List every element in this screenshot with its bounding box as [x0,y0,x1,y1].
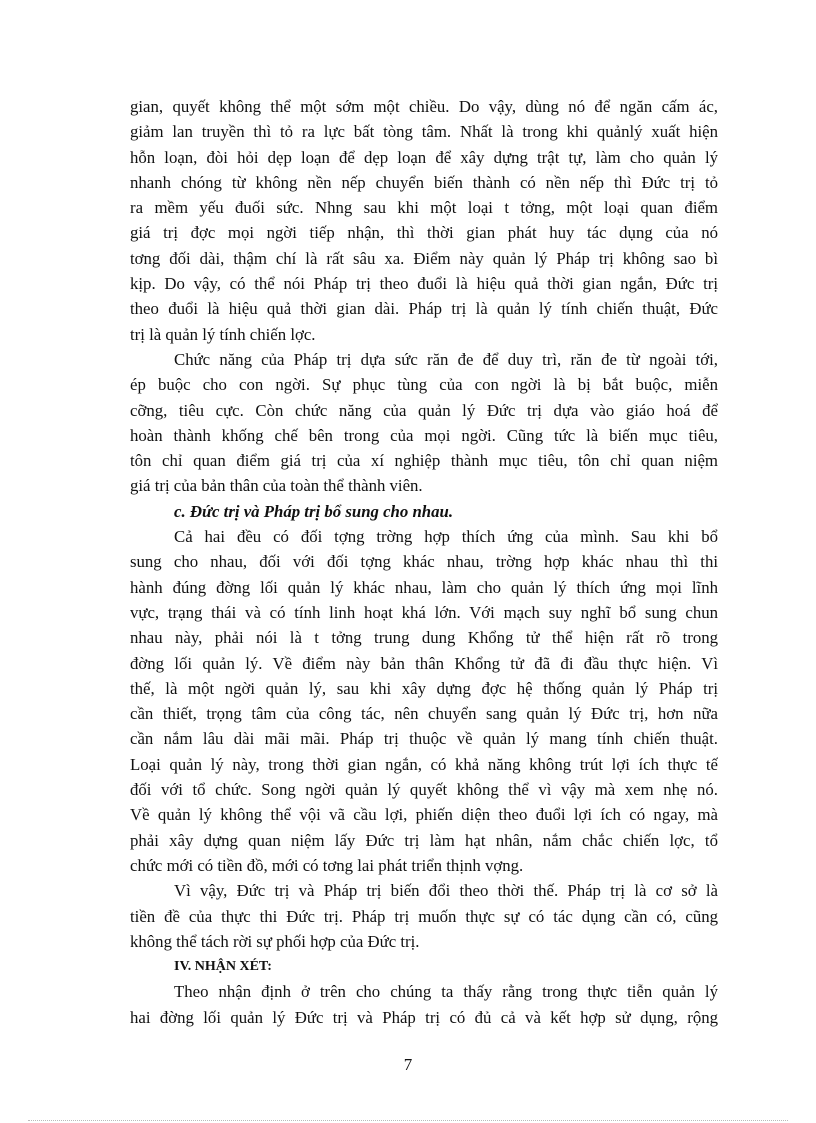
text-line: vực, trạng thái và có tính linh hoạt khá lớn. Với mạch suy nghĩ bổ sung chun [130,602,718,622]
text-line: theo đuổi là hiệu quả thời gian dài. Pháp trị là quản lý tính chiến thuật, Đức [130,299,718,319]
text-line: giá trị của bản thân của toàn thể thành viên. [130,476,423,496]
text-line: Về quản lý không thể vội vã cầu lợi, phiến diện theo đuổi lợi ích có ngay, mà [130,805,718,825]
text-line: cần thiết, trọng tâm của công tác, nên chuyển sang quản lý Đức trị, hơn nữa [130,704,718,724]
document-body [130,94,718,1030]
text-line: cần nắm lâu dài mãi mãi. Pháp trị thuộc về quản lý mang tính chiến thuật. [130,729,718,749]
text-line: Cả hai đều có đối tợng trờng hợp thích ứng của mình. Sau khi bổ [174,527,718,547]
text-line: ra mềm yếu đuối sức. Nhng sau khi một loại t tởng, một loại quan điểm [130,198,718,218]
text-line: Chức năng của Pháp trị dựa sức răn đe để duy trì, răn đe từ ngoài tới, [174,349,718,369]
text-line: tiền đề của thực thi Đức trị. Pháp trị muốn thực sự có tác dụng cần có, cũng [130,906,718,926]
text-line: hai đờng lối quản lý Đức trị và Pháp trị có đủ cả và kết hợp sử dụng, rộng [130,1007,718,1027]
text-line: sung cho nhau, đối với đối tợng khác nhau, trờng hợp khác nhau thì thi [130,552,718,572]
text-line: gian, quyết không thể một sớm một chiều. Do vậy, dùng nó để ngăn cấm ác, [130,97,718,116]
text-line: đờng lối quản lý. Về điểm này bản thân Khổng tử đã đi đầu thực hiện. Vì [130,653,718,673]
text-line: nhau này, phải nói là t tởng trung dung Khổng tử thể hiện rất rõ trong [130,628,718,648]
text-line: không thể tách rời sự phối hợp của Đức trị. [130,931,420,951]
text-line: Theo nhận định ở trên cho chúng ta thấy rằng trong thực tiễn quản lý [174,982,718,1002]
text-line: hành đúng đờng lối quản lý khác nhau, làm cho quản lý thích ứng mọi lĩnh [130,577,718,597]
page-number: 7 [403,1055,413,1074]
text-line: đối với tổ chức. Song ngời quản lý quyết không thể vì vậy mà xem nhẹ nó. [130,780,718,800]
text-line: Loại quản lý này, trong thời gian ngắn, có khả năng không trút lợi ích thực tế [130,754,718,774]
text-line: hỗn loạn, đòi hỏi dẹp loạn để dẹp loạn để xây dựng trật tự, làm cho quản lý [130,147,718,167]
text-line: kịp. Do vậy, có thể nói Pháp trị theo đuổi là hiệu quả thời gian ngắn, Đức trị [130,274,718,294]
footer-divider [28,1120,788,1121]
text-line: giảm lan truyền thì tỏ ra lực bất tòng tâm. Nhất là trong khi quảnlý xuất hiện [130,122,718,142]
text-line: phải xây dựng quan niệm lấy Đức trị làm hạt nhân, nắm chắc chiến lợc, tổ [130,830,718,850]
text-line: trị là quản lý tính chiến lợc. [130,324,316,344]
text-line: nhanh chóng từ không nền nếp chuyển biến thành có nền nếp thì Đức trị tỏ [130,172,718,192]
section-heading: c. Đức trị và Pháp trị bổ sung cho nhau. [174,501,454,521]
text-line: chức mới có tiền đồ, mới có tơng lai phát triển thịnh vợng. [130,855,524,875]
text-line: cỡng, tiêu cực. Còn chức năng của quản lý Đức trị dựa vào giáo hoá để [130,400,718,420]
section-heading: IV. NHẬN XÉT: [174,959,272,975]
text-line: thế, là một ngời quản lý, sau khi xây dựng đợc hệ thống quản lý Pháp trị [130,678,718,698]
text-line: Vì vậy, Đức trị và Pháp trị biến đổi theo thời thế. Pháp trị là cơ sở là [174,881,718,901]
text-line: hoàn thành khống chế bên trong của mọi ngời. Cũng tức là biến mục tiêu, [130,425,718,445]
text-line: tơng đối dài, thậm chí là rất sâu xa. Điểm này quản lý Pháp trị không sao bì [130,248,718,268]
text-line: tôn chỉ quan điểm giá trị của xí nghiệp thành mục tiêu, tôn chỉ quan niệm [130,451,718,471]
text-line: giá trị đợc mọi ngời tiếp nhận, thì thời gian phát huy tác dụng của nó [130,223,718,243]
text-line: ép buộc cho con ngời. Sự phục tùng của con ngời là bị bắt buộc, miễn [130,375,718,395]
